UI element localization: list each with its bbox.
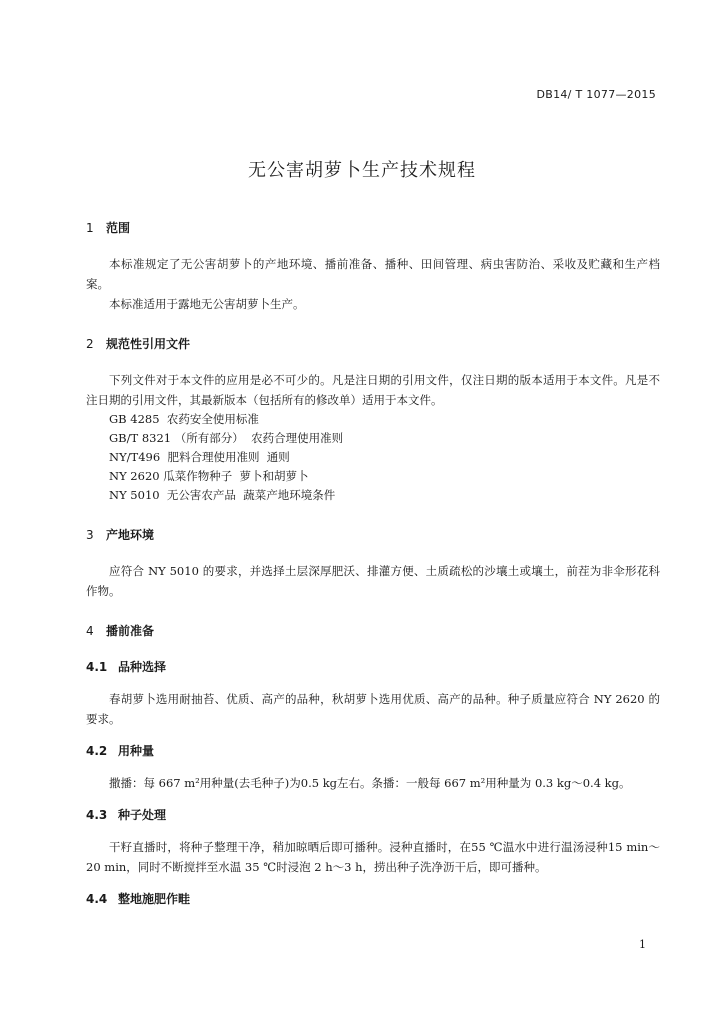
section-3-heading [86,525,660,545]
document-body [86,218,660,909]
subsection-number: 4.3 [86,808,108,822]
document-code: DB14/ T 1077—2015 [536,88,656,101]
subsection-4-1-heading [86,657,660,677]
paragraph: 本标准规定了无公害胡萝卜的产地环境、播前准备、播种、田间管理、病虫害防治、采收及贮藏和生产档案。 [86,257,660,291]
subsection-4-3-heading [86,805,660,825]
section-number: 3 [86,528,94,542]
subsection-number: 4.4 [86,892,108,906]
section-number: 4 [86,624,94,638]
section-2-heading [86,334,660,354]
reference-item: NY/T496 肥料合理使用准则 通则 [109,450,290,464]
reference-item: NY 2620 瓜菜作物种子 萝卜和胡萝卜 [109,469,309,483]
section-number: 1 [86,221,94,235]
subsection-title: 品种选择 [118,660,167,674]
subsection-title: 种子处理 [118,808,167,822]
section-number: 2 [86,337,94,351]
page-number: 1 [639,938,646,951]
reference-item: GB/T 8321 （所有部分） 农药合理使用准则 [109,431,344,445]
document-title: 无公害胡萝卜生产技术规程 [248,160,476,181]
reference-item: GB 4285 农药安全使用标准 [109,412,259,426]
subsection-number: 4.1 [86,660,108,674]
paragraph: 应符合 NY 5010 的要求，并选择土层深厚肥沃、排灌方便、土质疏松的沙壤土或壤土，前茬为非伞形花科作物。 [86,564,660,598]
subsection-title: 用种量 [118,744,155,758]
section-title: 规范性引用文件 [106,337,191,351]
paragraph: 干籽直播时，将种子整理干净，稍加晾晒后即可播种。浸种直播时，在55 ℃温水中进行温汤浸种15 min～20 min，同时不断搅拌至水温 35 ℃时浸泡 2 h～3 h，捞出种子洗净沥干后，即可播种。 [86,840,660,874]
section-title: 播前准备 [106,624,155,638]
paragraph: 撒播：每 667 m²用种量(去毛种子)为0.5 kg左右。条播：一般每 667 m²用种量为 0.3 kg～0.4 kg。 [109,776,631,790]
paragraph: 春胡萝卜选用耐抽苔、优质、高产的品种，秋胡萝卜选用优质、高产的品种。种子质量应符合 NY 2620 的要求。 [86,692,660,726]
paragraph: 本标准适用于露地无公害胡萝卜生产。 [109,297,305,311]
subsection-number: 4.2 [86,744,108,758]
subsection-title: 整地施肥作畦 [118,892,191,906]
subsection-4-2-heading [86,741,660,761]
section-4-heading [86,621,660,641]
section-1-heading [86,218,660,238]
section-title: 产地环境 [106,528,155,542]
paragraph: 下列文件对于本文件的应用是必不可少的。凡是注日期的引用文件，仅注日期的版本适用于本文件。凡是不注日期的引用文件，其最新版本（包括所有的修改单）适用于本文件。 [86,373,660,407]
subsection-4-4-heading [86,889,660,909]
section-title: 范围 [106,221,131,235]
reference-item: NY 5010 无公害农产品 蔬菜产地环境条件 [109,488,336,502]
